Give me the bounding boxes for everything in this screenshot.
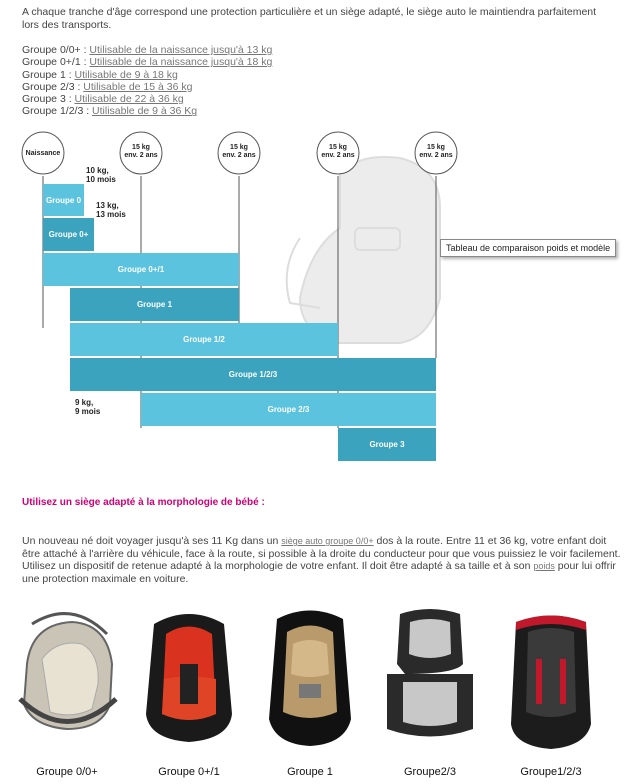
group-row <box>22 105 272 117</box>
group-link[interactable]: Utilisable de 15 à 36 kg <box>83 80 193 93</box>
bar-groupe-1-2-3: Groupe 1/2/3 <box>70 358 436 391</box>
group-label: Groupe 2/3 : <box>22 80 84 93</box>
tooltip: Tableau de comparaison poids et modèle <box>440 239 616 257</box>
weight-link[interactable]: poids <box>533 561 555 571</box>
note-10kg: 10 kg, 10 mois <box>86 166 116 184</box>
group-row <box>22 81 272 93</box>
product-image-infant-carrier[interactable] <box>12 604 122 754</box>
bar-groupe-0: Groupe 0 <box>43 184 84 216</box>
seat-group-link[interactable]: siège auto groupe 0/0+ <box>281 536 374 546</box>
group-label: Groupe 0+/1 : <box>22 56 90 69</box>
product-image-seat-1-2-3[interactable] <box>496 604 606 754</box>
intro-text: A chaque tranche d'âge correspond une protection particulière et un siège adapté, le siège auto le maintiendra parfaitement lors des transports. <box>22 6 597 31</box>
product-image-seat-1[interactable] <box>255 604 365 754</box>
note-13kg: 13 kg, 13 mois <box>96 201 126 219</box>
group-label: Groupe 0/0+ : <box>22 44 90 56</box>
product-caption: Groupe1/2/3 <box>520 766 582 778</box>
milestone-label: 15 kg env. 2 ans <box>222 144 256 159</box>
milestone-label: 15 kg env. 2 ans <box>419 144 453 159</box>
comparison-chart <box>0 128 630 468</box>
group-row <box>22 56 272 68</box>
bar-groupe-3: Groupe 3 <box>338 428 436 461</box>
note-9kg: 9 kg, 9 mois <box>75 398 101 416</box>
bar-groupe-2-3: Groupe 2/3 <box>141 393 436 426</box>
product-caption: Groupe 0+/1 <box>158 766 220 778</box>
milestone-label: 15 kg env. 2 ans <box>124 144 158 159</box>
group-link[interactable]: Utilisable de la naissance jusqu'à 13 kg <box>89 44 273 56</box>
milestone-label: 15 kg env. 2 ans <box>321 144 355 159</box>
group-row <box>22 69 272 81</box>
product-caption: Groupe 1 <box>287 766 333 778</box>
group-link[interactable]: Utilisable de 9 à 36 Kg <box>92 105 198 118</box>
bar-groupe-0plus-1: Groupe 0+/1 <box>43 253 239 286</box>
group-label: Groupe 1/2/3 : <box>22 105 93 118</box>
product-caption: Groupe2/3 <box>404 766 456 778</box>
group-link[interactable]: Utilisable de la naissance jusqu'à 18 kg <box>89 56 273 69</box>
section-paragraph: Un nouveau né doit voyager jusqu'à ses 11 Kg dans un siège auto groupe 0/0+ dos à la route. Entre 11 et 36 kg, votre enfant doit être attaché à l'arrière du véhicule, face à la route, si possible à la droite du conducteur pour que vous puissiez le voir facilement. Utilisez un dispositif de retenue adapté à la morphologie de votre enfant. Il doit être adapté à sa taille et à son poids pour lui offrir une protection maximale en voiture. <box>22 535 621 585</box>
milestone-naissance: Naissance <box>25 150 61 157</box>
bar-groupe-1-2: Groupe 1/2 <box>70 323 338 356</box>
section-heading: Utilisez un siège adapté à la morphologie de bébé : <box>22 497 265 508</box>
group-row <box>22 93 272 105</box>
bar-groupe-1: Groupe 1 <box>70 288 239 321</box>
group-label: Groupe 3 : <box>22 93 75 106</box>
group-list <box>22 44 272 118</box>
product-caption: Groupe 0/0+ <box>36 766 98 778</box>
group-link[interactable]: Utilisable de 22 à 36 kg <box>74 93 184 106</box>
group-row <box>22 44 272 56</box>
car-seat-watermark <box>287 157 440 343</box>
product-image-seat-2-3[interactable] <box>375 604 485 754</box>
group-label: Groupe 1 : <box>22 68 75 81</box>
bar-groupe-0plus: Groupe 0+ <box>43 218 94 251</box>
group-link[interactable]: Utilisable de 9 à 18 kg <box>74 68 178 81</box>
product-image-seat-0plus-1[interactable] <box>134 604 244 754</box>
